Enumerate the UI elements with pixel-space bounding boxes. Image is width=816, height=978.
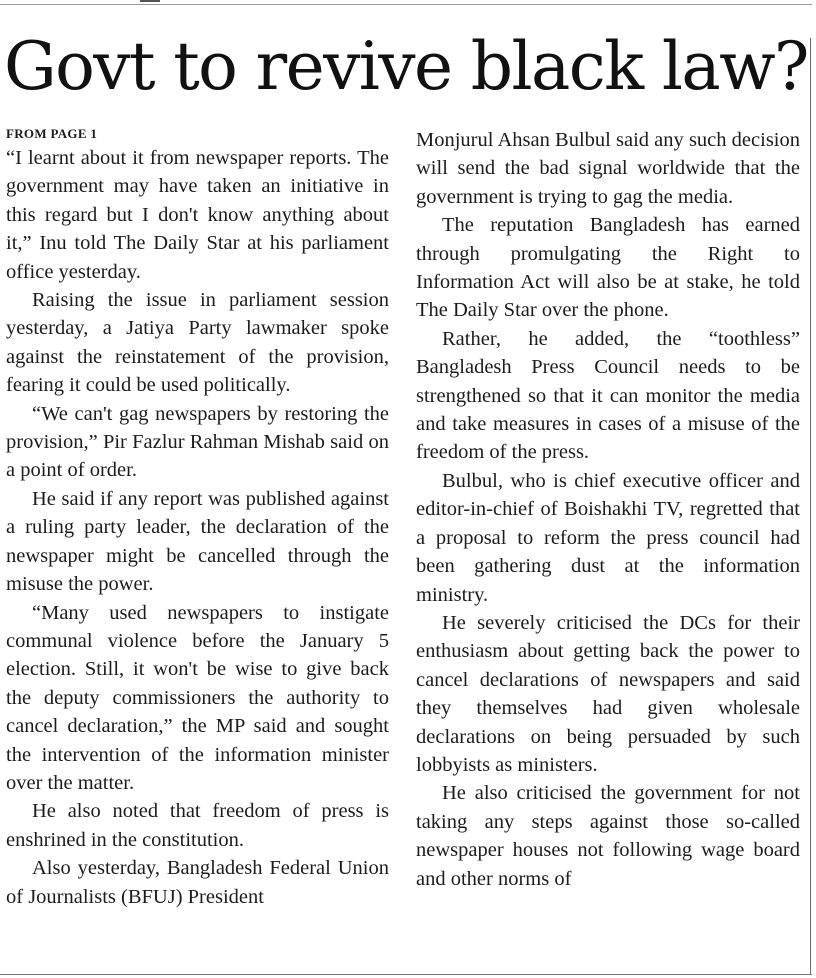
bottom-rule: [0, 974, 812, 975]
headline: Govt to revive black law?: [4, 28, 808, 105]
paragraph: “Many used newspapers to instigate communal violence before the January 5 election. Still, it won't be wise to give back the deputy commissioners the authority to cancel declaration,” the MP said and sought the intervention of the information minister over the matter.: [6, 601, 389, 794]
paragraph: Rather, he added, the “toothless” Bangladesh Press Council needs to be strengthened so that it can monitor the media and take measures in cases of a misuse of the freedom of the press.: [416, 327, 800, 464]
paragraph: Raising the issue in parliament session yesterday, a Jatiya Party lawmaker spoke against the reinstatement of the provision, fearing it could be used politically.: [6, 289, 389, 397]
paragraph: He also criticised the government for not taking any steps against those so-called newspaper houses not following wage board and other norms of: [416, 782, 800, 890]
kicker-from-page: FROM PAGE 1: [6, 126, 98, 141]
paragraph: He severely criticised the DCs for their enthusiasm about getting back the power to cancel declarations of newspapers and said they themselves had given wholesale declarations on being persuaded by such lobbyists as ministers.: [416, 611, 800, 776]
paragraph: Bulbul, who is chief executive officer and editor-in-chief of Boishakhi TV, regretted that a proposal to reform the press council had been gathering dust at the information ministry.: [416, 469, 800, 606]
top-rule: [0, 4, 812, 5]
paragraph: He said if any report was published against a ruling party leader, the declaration of the newspaper might be cancelled through the misuse the power.: [6, 487, 389, 596]
paragraph: He also noted that freedom of press is enshrined in the constitution.: [6, 800, 389, 851]
article-column-left: [6, 126, 389, 911]
paragraph: The reputation Bangladesh has earned through promulgating the Right to Information Act will also be at stake, he told The Daily Star over the phone.: [416, 214, 800, 322]
paragraph: Also yesterday, Bangladesh Federal Union of Journalists (BFUJ) President: [6, 857, 389, 908]
paragraph: Monjurul Ahsan Bulbul said any such decision will send the bad signal worldwide that the government is trying to gag the media.: [416, 129, 800, 208]
top-rule-mark: [140, 0, 160, 2]
paragraph: “I learnt about it from newspaper reports. The government may have taken an initiative in this regard but I don't know anything about it,” Inu told The Daily Star at his parliament office yesterday.: [6, 147, 389, 283]
article-column-right: [416, 126, 800, 893]
paragraph: “We can't gag newspapers by restoring the provision,” Pir Fazlur Rahman Mishab said on a point of order.: [6, 402, 389, 482]
right-column-rule: [810, 38, 811, 974]
